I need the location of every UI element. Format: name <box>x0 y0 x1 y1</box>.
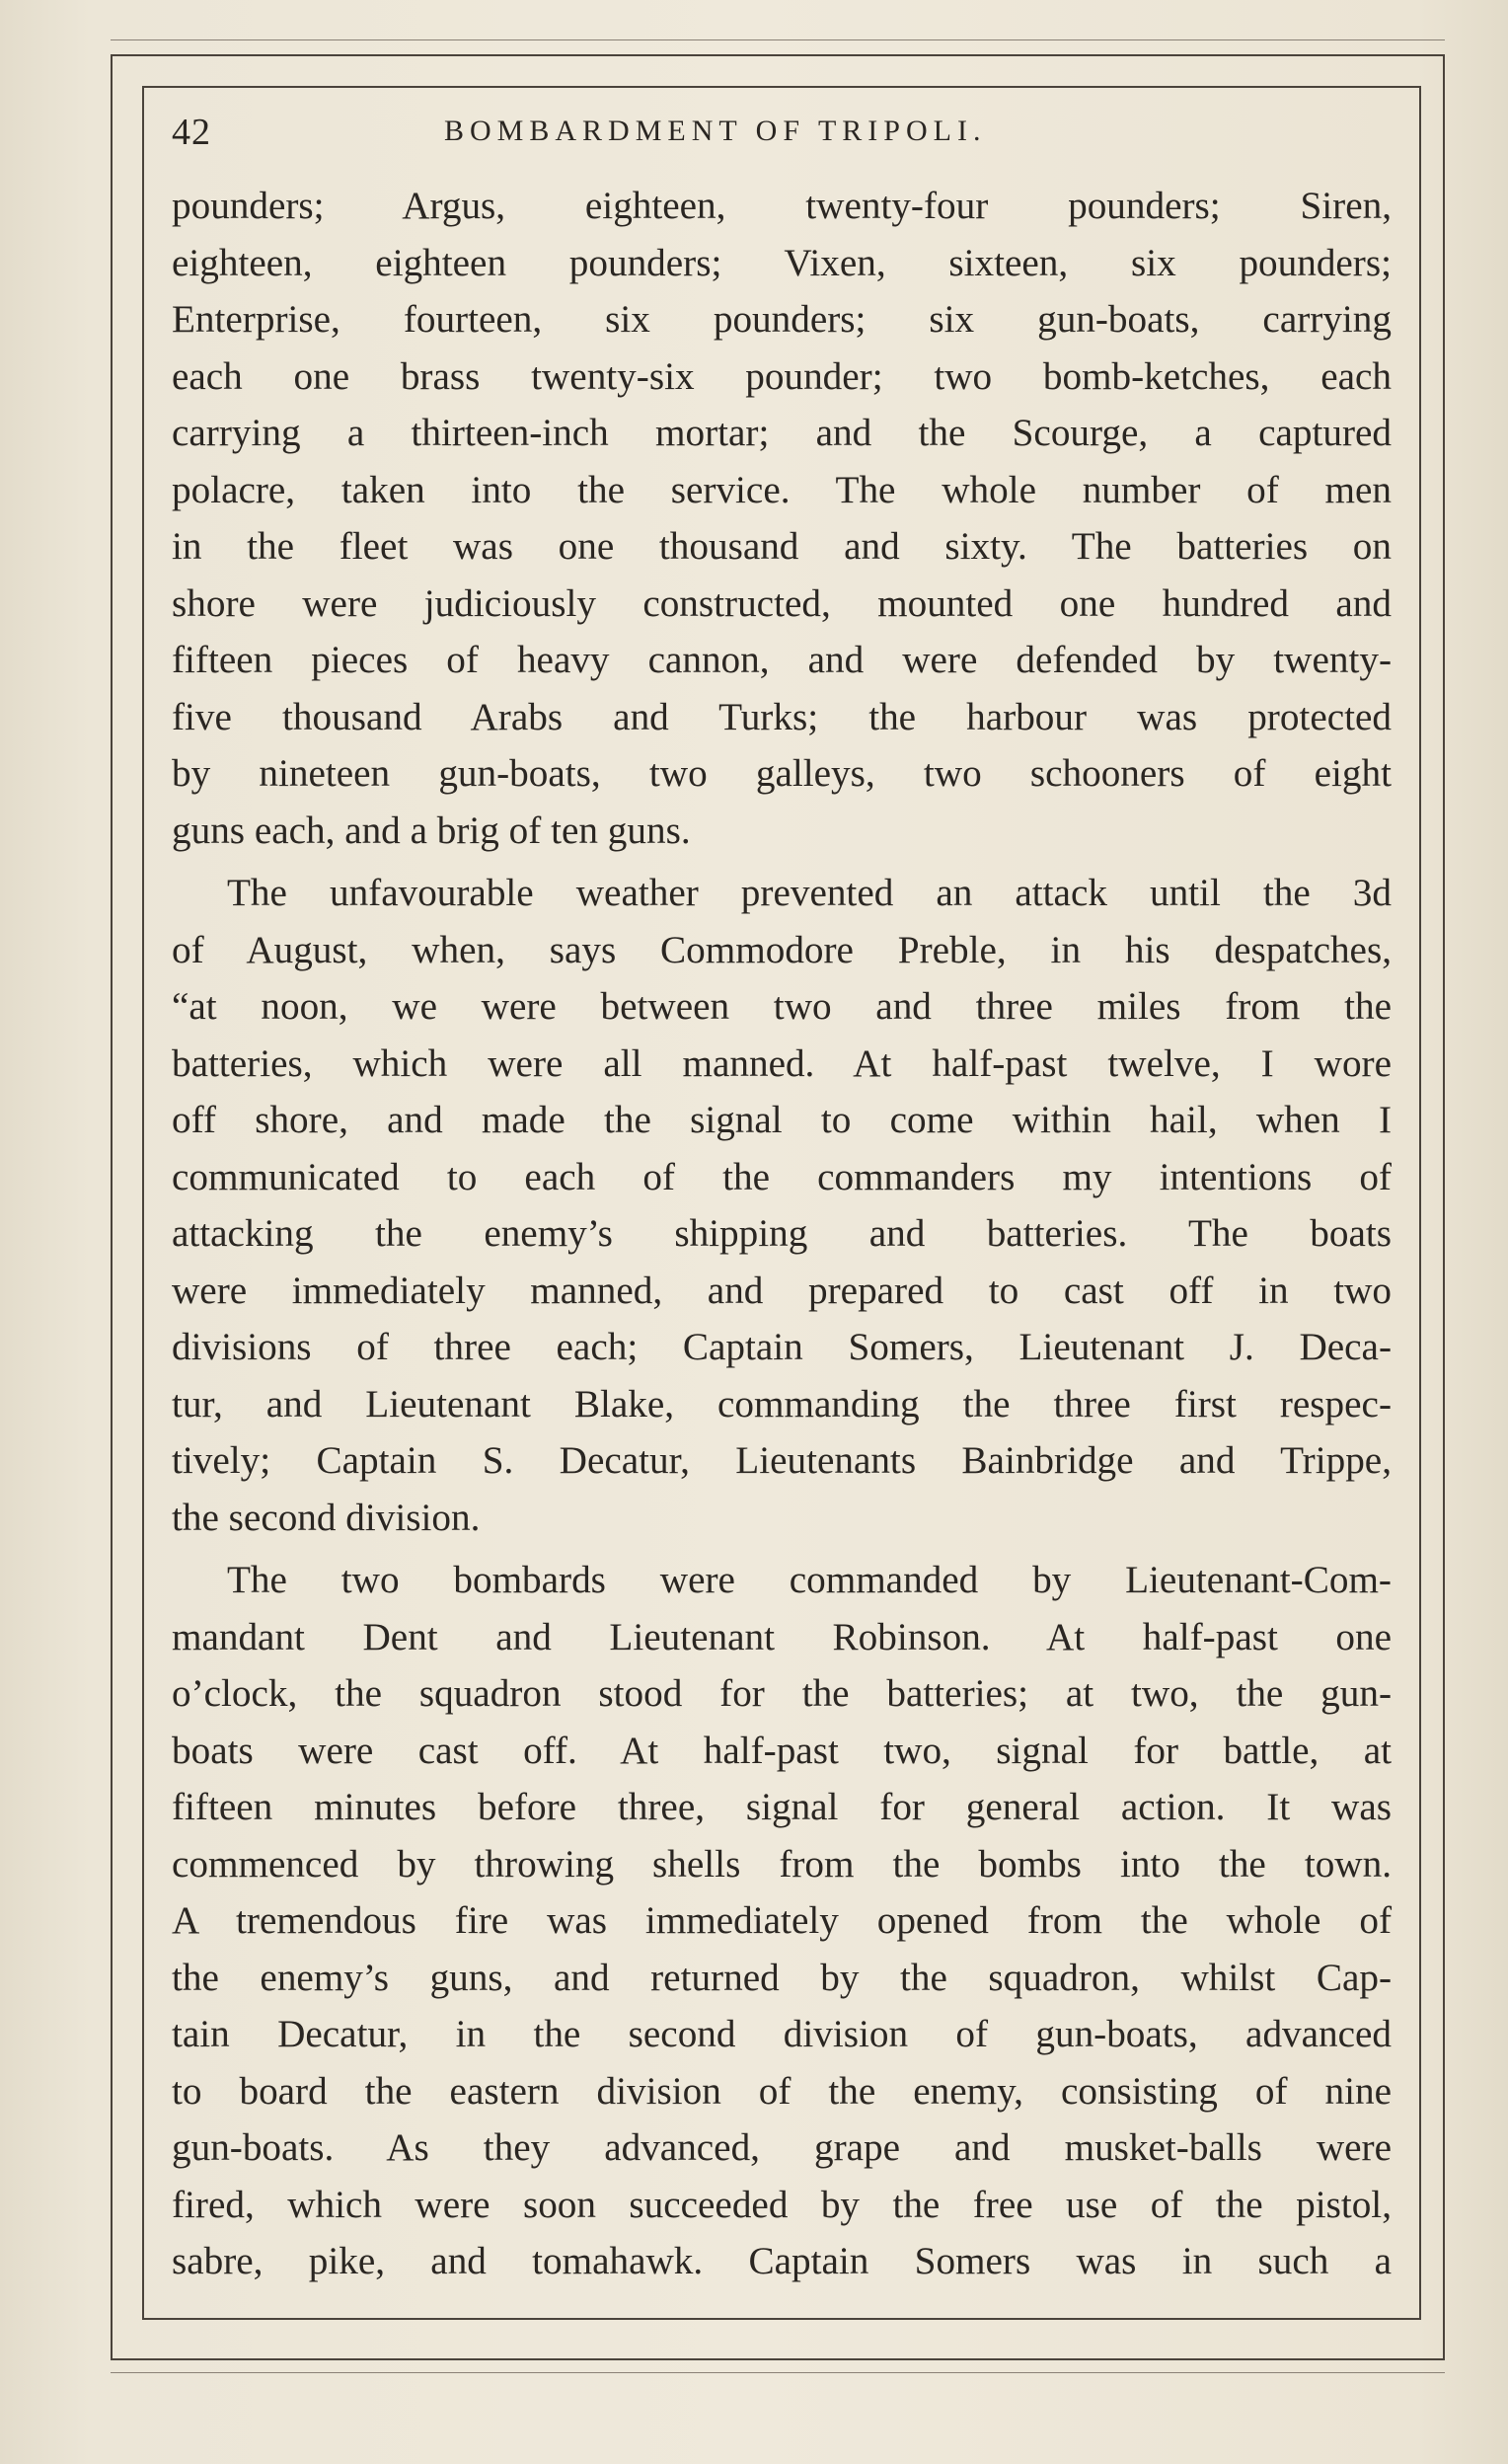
text-line: in the fleet was one thousand and sixty. The batteries on <box>172 525 1392 568</box>
text-line: o’clock, the squadron stood for the batteries; at two, the gun- <box>172 1672 1392 1715</box>
text-line: off shore, and made the signal to come within hail, when I <box>172 1099 1392 1141</box>
paragraph <box>172 865 1392 1546</box>
text-line: eighteen, eighteen pounders; Vixen, sixteen, six pounders; <box>172 241 1392 284</box>
bottom-edge-rule <box>111 2372 1445 2373</box>
text-line: commenced by throwing shells from the bombs into the town. <box>172 1842 1392 1886</box>
page-number: 42 <box>172 112 211 153</box>
text-line: tively; Captain S. Decatur, Lieutenants Bainbridge and Trippe, <box>172 1439 1392 1482</box>
text-line: by nineteen gun-boats, two galleys, two schooners of eight <box>172 752 1392 795</box>
text-line: gun-boats. As they advanced, grape and musket-balls were <box>172 2126 1392 2169</box>
text-line: fifteen minutes before three, signal for general action. It was <box>172 1786 1392 1828</box>
text-line: tain Decatur, in the second division of gun-boats, advanced <box>172 2013 1392 2055</box>
page-header <box>172 111 1395 160</box>
text-line: attacking the enemy’s shipping and batteries. The boats <box>172 1212 1392 1255</box>
text-line: were immediately manned, and prepared to cast off in two <box>172 1269 1392 1312</box>
text-line: mandant Dent and Lieutenant Robinson. At half-past one <box>172 1615 1392 1658</box>
text-line: the second division. <box>172 1496 481 1539</box>
text-line: boats were cast off. At half-past two, signal for battle, at <box>172 1729 1392 1772</box>
text-line: “at noon, we were between two and three miles from the <box>172 985 1392 1028</box>
text-line: batteries, which were all manned. At half-past twelve, I wore <box>172 1041 1392 1085</box>
body-text <box>172 178 1392 2290</box>
paragraph <box>172 1552 1392 2290</box>
text-line: The unfavourable weather prevented an attack until the 3d <box>227 872 1392 914</box>
paragraph <box>172 178 1392 859</box>
running-head: BOMBARDMENT OF TRIPOLI. <box>444 115 987 147</box>
text-line: the enemy’s guns, and returned by the squadron, whilst Cap- <box>172 1956 1392 1999</box>
text-line: of August, when, says Commodore Preble, in his despatches, <box>172 928 1392 971</box>
text-line: divisions of three each; Captain Somers, Lieutenant J. Deca- <box>172 1326 1392 1368</box>
top-edge-rule <box>111 39 1445 40</box>
text-line: each one brass twenty-six pounder; two bomb-ketches, each <box>172 354 1392 398</box>
text-line: Enterprise, fourteen, six pounders; six gun-boats, carrying <box>172 298 1392 341</box>
text-line: fired, which were soon succeeded by the free use of the pistol, <box>172 2183 1392 2226</box>
text-line: communicated to each of the commanders my intentions of <box>172 1155 1392 1198</box>
text-line: A tremendous fire was immediately opened from the whole of <box>172 1899 1392 1942</box>
text-line: pounders; Argus, eighteen, twenty-four pounders; Siren, <box>172 185 1392 227</box>
text-line: carrying a thirteen-inch mortar; and the Scourge, a captured <box>172 412 1392 454</box>
text-line: five thousand Arabs and Turks; the harbour was protected <box>172 695 1392 738</box>
text-line: to board the eastern division of the enemy, consisting of nine <box>172 2069 1392 2113</box>
text-line: tur, and Lieutenant Blake, commanding the three first respec- <box>172 1382 1392 1425</box>
text-line: The two bombards were commanded by Lieutenant-Com- <box>227 1559 1392 1601</box>
text-line: guns each, and a brig of ten guns. <box>172 808 691 852</box>
text-line: polacre, taken into the service. The whole number of men <box>172 468 1392 511</box>
text-line: sabre, pike, and tomahawk. Captain Somers was in such a <box>172 2240 1392 2282</box>
text-line: shore were judiciously constructed, mounted one hundred and <box>172 581 1392 625</box>
text-line: fifteen pieces of heavy cannon, and were defended by twenty- <box>172 639 1392 681</box>
